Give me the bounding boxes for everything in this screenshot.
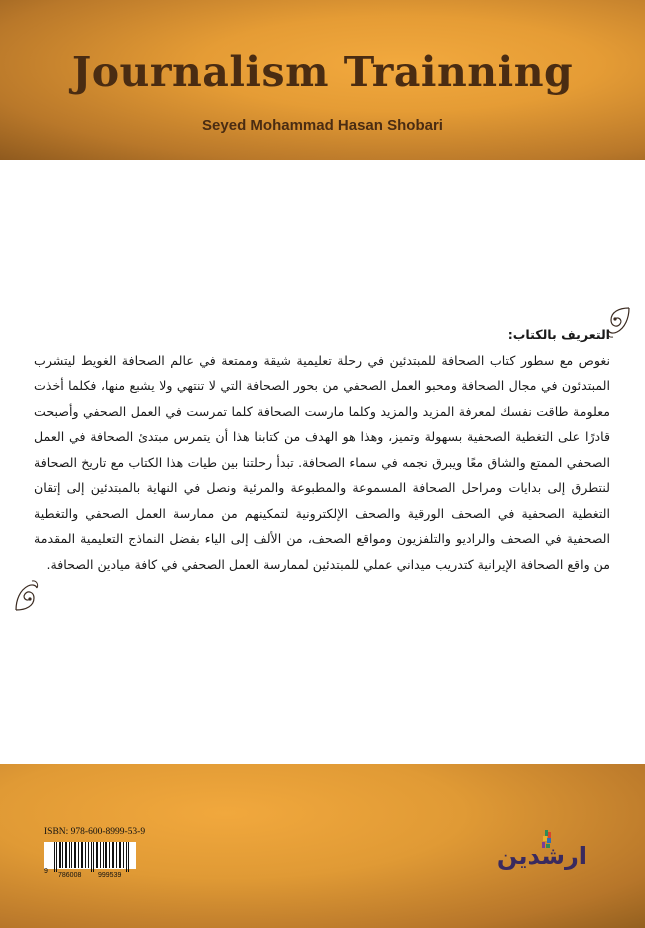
cover-header-band [0,0,645,160]
book-description [34,322,610,577]
description-paragraph: نغوص مع سطور كتاب الصحافة للمبتدئين في رحلة تعليمية شيقة وممتعة في عالم الصحافة الغويط ليتشرب المبتدئون في مجال الصحافة ومحبو العمل الصحفي من بحور الصحافة التي لا تنتهي ولا يشبع منها، فكلما أخذت معلومة طاقت نفسك لمعرفة المزيد والمزيد وكلما مارست الصحافة كلما تمرست في العمل الصحفي وأصبحت قادرًا على التغطية الصحفية بسهولة وتميز، وهذا هو الهدف من كتابنا هذا أن يتمرس مبتدئ الصحافة في العمل الصحفي الممتع والشاق معًا ويبرق نجمه في سماء الصحافة. تبدأ رحلتنا بين طيات هذا الكتاب مع تاريخ الصحافة لنتطرق إلى بدايات ومراحل الصحافة المسموعة والمطبوعة والمرئية ونصل في النهاية بالمبتدئين إلى إتقان التغطية الصحفية في الصحف الورقية والصحف الإلكترونية لتمكينهم من ممارسة العمل الصحفي والتغطية الصحفية في الصحف والراديو والتلفزيون ومواقع الصحف، من الألف إلى الياء بفضل النماذج التعليمية المقدمة من واقع الصحافة الإيرانية كتدريب ميداني عملي للمبتدئين لممارسة العمل الصحفي في كافة ميادين الصحافة. [34,352,610,572]
barcode-digits-right: 999539 [98,872,122,879]
isbn-label: ISBN: 978-600-8999-53-9 [44,827,146,837]
flourish-corner-icon [14,578,40,612]
book-author: Seyed Mohammad Hasan Shobari [202,117,443,134]
book-title: Journalism Trainning [71,48,574,96]
publisher-logo: ارشدين [496,842,587,870]
barcode-digits-left: 786008 [58,872,82,879]
barcode-digit-lead: 9 [44,868,48,875]
description-heading: التعريف بالكتاب: [507,327,610,342]
